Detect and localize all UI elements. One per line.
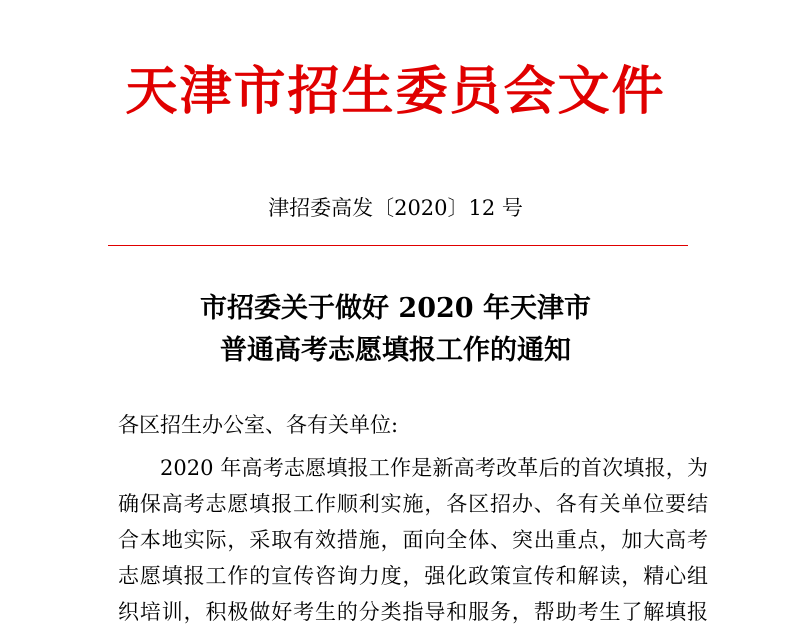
body-line-4: 志愿填报工作的宣传咨询力度，强化政策宣传和解读，精心组 bbox=[118, 564, 708, 588]
body-paragraph bbox=[118, 450, 708, 630]
red-divider-line bbox=[108, 245, 688, 246]
title-line-2: 普通高考志愿填报工作的通知 bbox=[220, 335, 571, 366]
body-line-2: 确保高考志愿填报工作顺利实施，各区招办、各有关单位要结 bbox=[118, 492, 708, 516]
body-line-3: 合本地实际，采取有效措施，面向全体、突出重点，加大高考 bbox=[118, 528, 708, 552]
document-number: 津招委高发〔2020〕12 号 bbox=[268, 196, 523, 220]
body-line-5: 织培训，积极做好考生的分类指导和服务，帮助考生了解填报 bbox=[118, 600, 708, 624]
salutation: 各区招生办公室、各有关单位: bbox=[118, 413, 399, 437]
body-line-1: 2020 年高考志愿填报工作是新高考改革后的首次填报，为 bbox=[160, 456, 708, 480]
document-masthead: 天津市招生委员会文件 bbox=[125, 61, 666, 122]
title-line-1: 市招委关于做好 2020 年天津市 bbox=[200, 293, 591, 324]
document-title bbox=[0, 288, 791, 372]
